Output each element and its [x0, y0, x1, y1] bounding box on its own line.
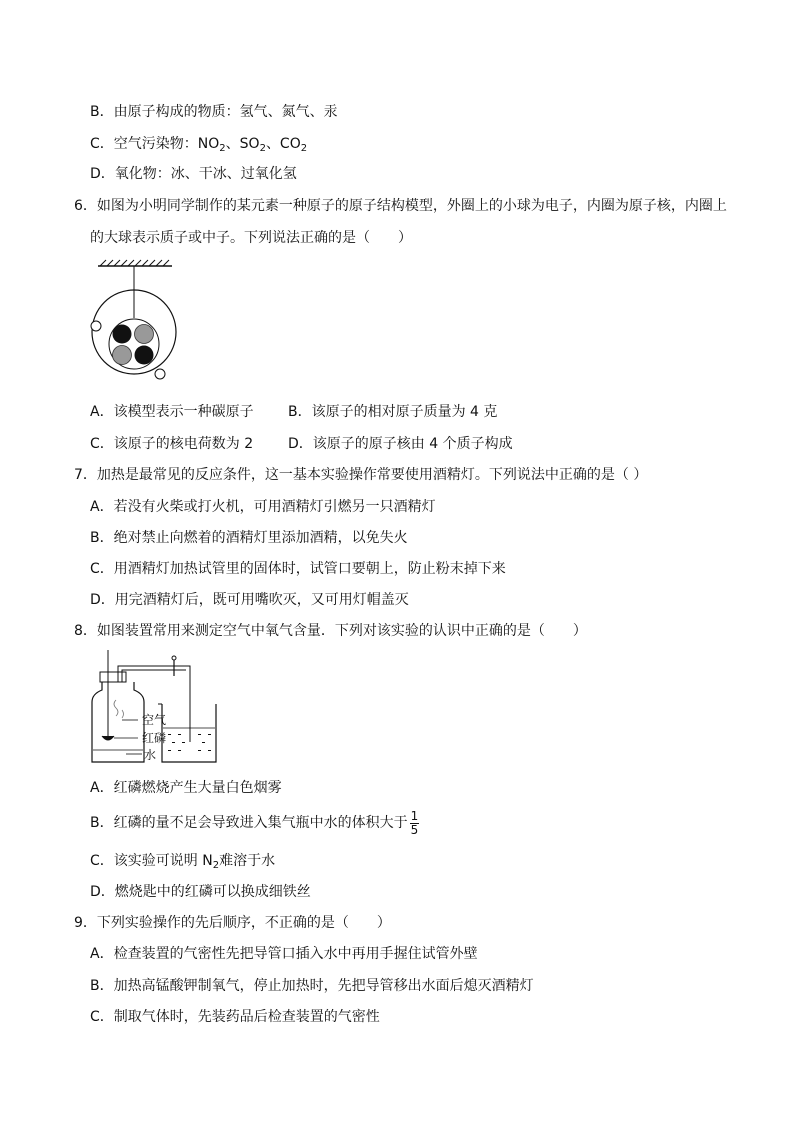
q7-stem: 7．加热是最常见的反应条件，这一基本实验操作常要使用酒精灯。下列说法中正确的是（ ） [74, 467, 648, 483]
atom-model-figure [80, 258, 190, 388]
label-air: 空气 [142, 713, 167, 727]
q7-option-c: C．用酒精灯加热试管里的固体时，试管口要朝上，防止粉末掉下来 [90, 561, 506, 577]
q7-option-d: D．用完酒精灯后，既可用嘴吹灭，又可用灯帽盖灭 [90, 592, 409, 608]
q8-option-d: D．燃烧匙中的红磷可以换成细铁丝 [90, 884, 311, 900]
q9-option-a: A．检查装置的气密性先把导管口插入水中再用手握住试管外壁 [90, 946, 478, 962]
q6-option-a: A．该模型表示一种碳原子 [90, 404, 254, 420]
q6-stem-line1: 6．如图为小明同学制作的某元素一种原子的原子结构模型，外圈上的小球为电子，内圈为原子核，内圈上 [74, 198, 727, 214]
q8-option-c: C．该实验可说明 $N_2$难溶于水 [90, 853, 276, 871]
q6-option-d: D．该原子的原子核由 4 个质子构成 [288, 436, 513, 452]
q7-option-a: A．若没有火柴或打火机，可用酒精灯引燃另一只酒精灯 [90, 499, 436, 515]
label-water: 水 [144, 748, 157, 762]
q6-option-c: C．该原子的核电荷数为 2 [90, 436, 254, 452]
q5-option-d: D．氧化物：冰、干冰、过氧化氢 [90, 166, 297, 182]
q9-option-c: C．制取气体时，先装药品后检查装置的气密性 [90, 1009, 380, 1025]
q9-option-b: B．加热高锰酸钾制氧气，停止加热时，先把导管移出水面后熄灭酒精灯 [90, 978, 534, 994]
q8-option-a: A．红磷燃烧产生大量白色烟雾 [90, 780, 282, 796]
q6-stem-line2: 的大球表示质子或中子。下列说法正确的是（ ） [90, 230, 412, 246]
q8-option-b: B．红磷的量不足会导致进入集气瓶中水的体积大于 $\frac{1}{5}$ [90, 808, 419, 837]
q5-option-b: B．由原子构成的物质：氢气、氮气、汞 [90, 104, 338, 120]
fraction-one-fifth: $\frac{1}{5}$ [410, 808, 419, 837]
q6-option-b: B．该原子的相对原子质量为 4 克 [288, 404, 498, 420]
q8-stem: 8．如图装置常用来测定空气中氧气含量．下列对该实验的认识中正确的是（ ） [74, 623, 587, 639]
label-red-phosphorus: 红磷 [142, 731, 167, 745]
q9-stem: 9．下列实验操作的先后顺序，不正确的是（ ） [74, 915, 391, 931]
q5-option-c: C．空气污染物：$NO_2$、$SO_2$、$CO_2$ [90, 136, 308, 154]
q7-option-b: B．绝对禁止向燃着的酒精灯里添加酒精，以免失火 [90, 530, 408, 546]
